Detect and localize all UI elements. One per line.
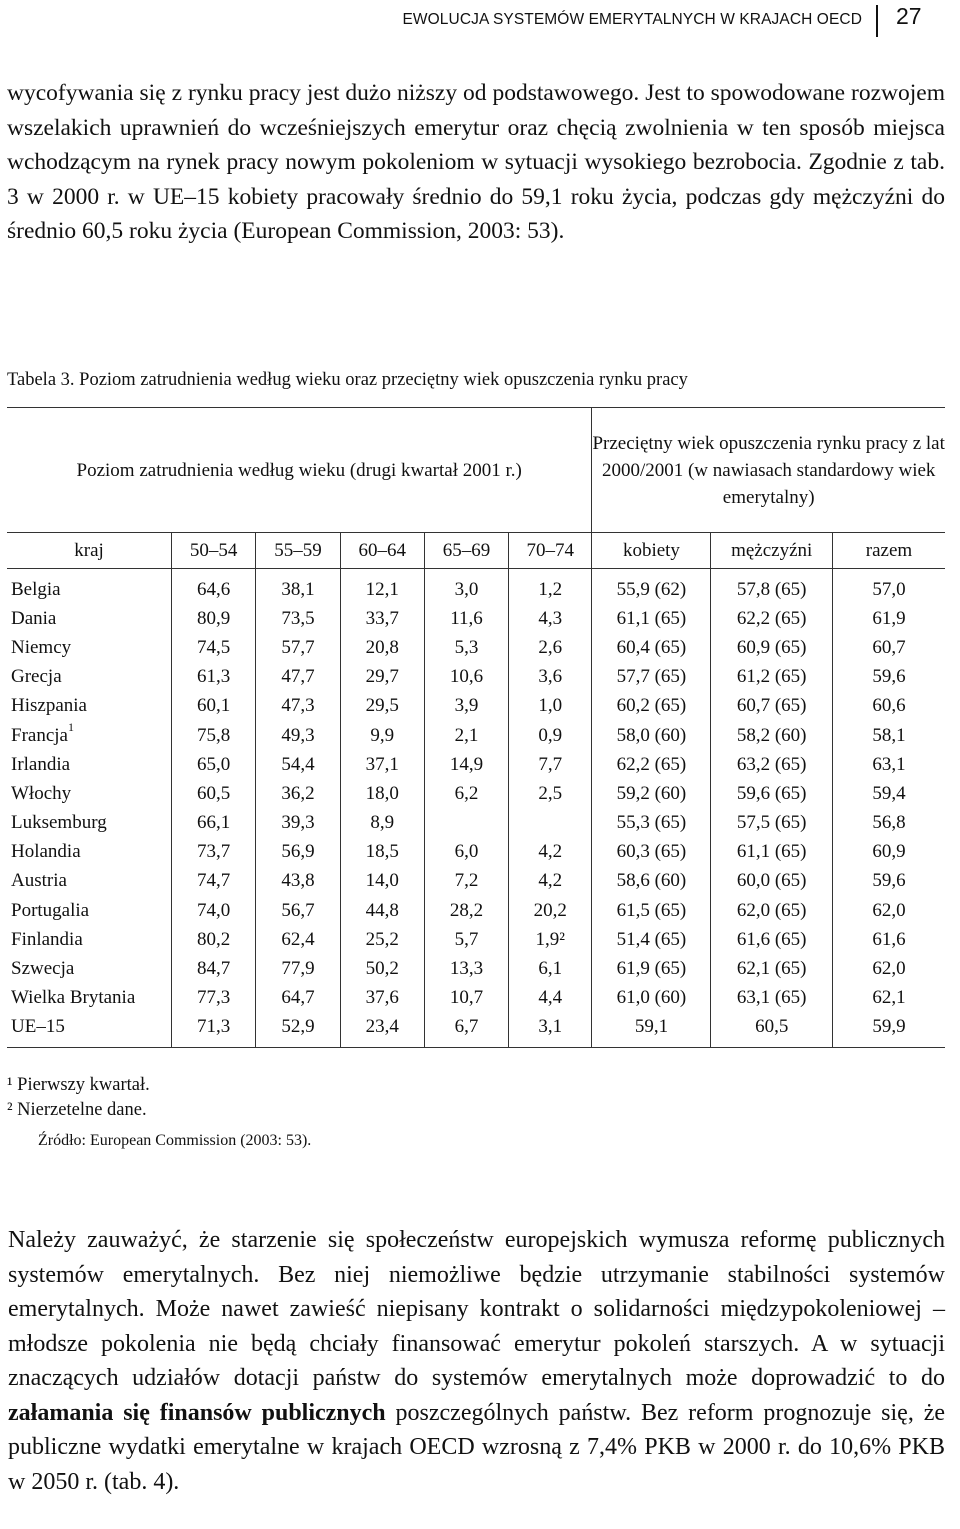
country-cell: Holandia bbox=[7, 838, 172, 867]
value-cell: 80,2 bbox=[172, 925, 256, 954]
column-header: kobiety bbox=[592, 533, 711, 569]
value-cell: 0,9 bbox=[509, 721, 592, 750]
value-cell: 6,0 bbox=[424, 838, 508, 867]
value-cell: 23,4 bbox=[340, 1013, 424, 1048]
value-cell: 64,7 bbox=[256, 984, 340, 1013]
value-cell: 20,2 bbox=[509, 896, 592, 925]
value-cell: 36,2 bbox=[256, 779, 340, 808]
value-cell: 62,1 (65) bbox=[711, 954, 832, 983]
value-cell: 4,2 bbox=[509, 838, 592, 867]
paragraph-bottom-bold-run: załamania się finansów publicznych bbox=[8, 1399, 386, 1426]
value-cell: 60,4 (65) bbox=[592, 633, 711, 662]
value-cell: 57,5 (65) bbox=[711, 809, 832, 838]
running-title: EWOLUCJA SYSTEMÓW EMERYTALNYCH W KRAJACH OECD bbox=[402, 11, 862, 28]
table-row bbox=[7, 750, 945, 779]
paragraph-bottom-run: poszczególnych państw. Bez reform prognozuje się, że publiczne wydatki emerytalne w krajach OECD wzrosną z 7,4% PKB w 2000 r. do 10,6% PKB w 2050 r. (tab. 4). bbox=[8, 1399, 946, 1495]
value-cell: 74,5 bbox=[172, 633, 256, 662]
value-cell: 55,3 (65) bbox=[592, 809, 711, 838]
value-cell: 54,4 bbox=[256, 750, 340, 779]
table-row bbox=[7, 633, 945, 662]
value-cell: 3,1 bbox=[509, 1013, 592, 1048]
value-cell: 1,2 bbox=[509, 569, 592, 605]
value-cell: 47,3 bbox=[256, 692, 340, 721]
value-cell: 77,3 bbox=[172, 984, 256, 1013]
value-cell: 60,7 bbox=[872, 636, 906, 658]
value-cell: 9,9 bbox=[340, 721, 424, 750]
value-cell: 20,8 bbox=[340, 633, 424, 662]
value-cell: 28,2 bbox=[424, 896, 508, 925]
value-cell: 57,0 bbox=[872, 578, 906, 600]
running-header bbox=[0, 0, 960, 50]
value-cell: 33,7 bbox=[340, 604, 424, 633]
value-cell: 10,7 bbox=[424, 984, 508, 1013]
value-cell: 57,8 (65) bbox=[711, 569, 832, 605]
value-cell: 57,7 (65) bbox=[592, 663, 711, 692]
value-cell: 14,9 bbox=[424, 750, 508, 779]
table-row bbox=[7, 779, 945, 808]
country-cell: Luksemburg bbox=[7, 809, 172, 838]
value-cell: 61,9 (65) bbox=[592, 954, 711, 983]
employment-table bbox=[7, 407, 945, 1048]
value-cell: 59,1 bbox=[592, 1013, 711, 1048]
value-cell: 60,9 (65) bbox=[711, 633, 832, 662]
table-footnotes bbox=[7, 1073, 150, 1123]
value-cell: 62,1 bbox=[872, 987, 906, 1009]
value-cell: 63,1 bbox=[872, 753, 906, 775]
footnote: ¹ Pierwszy kwartał. bbox=[7, 1075, 150, 1095]
paragraph-top bbox=[7, 76, 945, 249]
value-cell: 56,9 bbox=[256, 838, 340, 867]
table-row bbox=[7, 867, 945, 896]
column-header: 65–69 bbox=[424, 533, 508, 569]
value-cell: 60,5 bbox=[172, 779, 256, 808]
country-cell: Hiszpania bbox=[7, 692, 172, 721]
value-cell: 51,4 (65) bbox=[592, 925, 711, 954]
value-cell: 6,7 bbox=[424, 1013, 508, 1048]
value-cell: 59,2 (60) bbox=[592, 779, 711, 808]
value-cell: 62,4 bbox=[256, 925, 340, 954]
paragraph-top-run: wycofywania się z rynku pracy jest dużo niższy od podstawowego. Jest to spowodowane rozwojem wszelakich uprawnień do wcześniejszych emerytur oraz chęcią zwolnienia w ten sposób miejsca wchodzącym na rynek pracy nowym pokoleniom w sytuacji wysokiego bezrobocia. Zgodnie z tab. 3 w 2000 r. w UE–15 kobiety pracowały średnio do 59,1 roku życia, podczas gdy mężczyźni do średnio 60,5 roku życia (European Commission, 2003: 53). bbox=[7, 80, 945, 244]
value-cell: 5,7 bbox=[424, 925, 508, 954]
value-cell: 49,3 bbox=[256, 721, 340, 750]
table-row bbox=[7, 1013, 945, 1048]
value-cell: 1,0 bbox=[509, 692, 592, 721]
table-row bbox=[7, 954, 945, 983]
value-cell: 62,2 (65) bbox=[592, 750, 711, 779]
country-cell: Grecja bbox=[7, 663, 172, 692]
value-cell: 74,0 bbox=[172, 896, 256, 925]
page-number: 27 bbox=[896, 3, 922, 29]
table-source: Źródło: European Commission (2003: 53). bbox=[38, 1132, 312, 1149]
value-cell: 60,2 (65) bbox=[592, 692, 711, 721]
value-cell bbox=[509, 809, 592, 838]
table-row bbox=[7, 838, 945, 867]
value-cell: 59,6 bbox=[872, 666, 906, 688]
value-cell: 66,1 bbox=[172, 809, 256, 838]
value-cell: 50,2 bbox=[340, 954, 424, 983]
value-cell: 61,6 bbox=[872, 928, 906, 950]
value-cell: 47,7 bbox=[256, 663, 340, 692]
value-cell: 59,6 bbox=[872, 870, 906, 892]
country-cell: Belgia bbox=[7, 569, 172, 605]
table-row bbox=[7, 663, 945, 692]
table-column-header-row bbox=[7, 533, 945, 569]
value-cell: 12,1 bbox=[340, 569, 424, 605]
country-cell: Francja$^1$ bbox=[7, 721, 172, 750]
value-cell: 56,7 bbox=[256, 896, 340, 925]
table-row bbox=[7, 721, 945, 750]
group-header-exit-age: Przeciętny wiek opuszczenia rynku pracy z lat 2000/2001 (w nawiasach standardowy wiek emerytalny) bbox=[592, 408, 945, 533]
value-cell: 7,2 bbox=[424, 867, 508, 896]
value-cell: 8,9 bbox=[340, 809, 424, 838]
value-cell: 3,9 bbox=[424, 692, 508, 721]
value-cell: 43,8 bbox=[256, 867, 340, 896]
country-cell: Włochy bbox=[7, 779, 172, 808]
value-cell: 58,6 (60) bbox=[592, 867, 711, 896]
value-cell: 62,0 bbox=[872, 958, 906, 980]
value-cell: 62,0 (65) bbox=[711, 896, 832, 925]
value-cell: 18,0 bbox=[340, 779, 424, 808]
value-cell: 60,6 bbox=[872, 695, 906, 717]
value-cell: 57,7 bbox=[256, 633, 340, 662]
column-header: 50–54 bbox=[172, 533, 256, 569]
country-cell: Finlandia bbox=[7, 925, 172, 954]
header-divider bbox=[876, 5, 878, 37]
value-cell: 62,2 (65) bbox=[711, 604, 832, 633]
country-cell: Niemcy bbox=[7, 633, 172, 662]
value-cell: 80,9 bbox=[172, 604, 256, 633]
value-cell: 61,6 (65) bbox=[711, 925, 832, 954]
value-cell: 56,8 bbox=[872, 812, 906, 834]
value-cell: 1,9² bbox=[509, 925, 592, 954]
country-cell: Irlandia bbox=[7, 750, 172, 779]
value-cell: 73,7 bbox=[172, 838, 256, 867]
value-cell: 58,2 (60) bbox=[711, 721, 832, 750]
value-cell: 84,7 bbox=[172, 954, 256, 983]
value-cell: 39,3 bbox=[256, 809, 340, 838]
country-cell: UE–15 bbox=[7, 1013, 172, 1048]
value-cell: 59,9 bbox=[832, 1013, 945, 1048]
table-row bbox=[7, 925, 945, 954]
table-row bbox=[7, 569, 945, 605]
value-cell: 60,3 (65) bbox=[592, 838, 711, 867]
footnote: ² Nierzetelne dane. bbox=[7, 1100, 147, 1120]
value-cell: 63,2 (65) bbox=[711, 750, 832, 779]
value-cell: 4,4 bbox=[509, 984, 592, 1013]
column-header: 60–64 bbox=[340, 533, 424, 569]
value-cell: 60,9 bbox=[872, 841, 906, 863]
value-cell: 74,7 bbox=[172, 867, 256, 896]
value-cell: 61,1 (65) bbox=[592, 604, 711, 633]
value-cell: 38,1 bbox=[256, 569, 340, 605]
value-cell: 44,8 bbox=[340, 896, 424, 925]
value-cell: 60,7 (65) bbox=[711, 692, 832, 721]
value-cell: 61,5 (65) bbox=[592, 896, 711, 925]
value-cell: 7,7 bbox=[509, 750, 592, 779]
value-cell: 60,1 bbox=[172, 692, 256, 721]
value-cell: 6,2 bbox=[424, 779, 508, 808]
value-cell: 60,5 bbox=[711, 1013, 832, 1048]
value-cell: 29,7 bbox=[340, 663, 424, 692]
country-cell: Wielka Brytania bbox=[7, 984, 172, 1013]
value-cell: 25,2 bbox=[340, 925, 424, 954]
value-cell: 71,3 bbox=[172, 1013, 256, 1048]
value-cell: 3,6 bbox=[509, 663, 592, 692]
country-cell: Dania bbox=[7, 604, 172, 633]
value-cell: 4,3 bbox=[509, 604, 592, 633]
value-cell: 61,3 bbox=[172, 663, 256, 692]
value-cell: 63,1 (65) bbox=[711, 984, 832, 1013]
value-cell: 4,2 bbox=[509, 867, 592, 896]
value-cell: 52,9 bbox=[256, 1013, 340, 1048]
table-row bbox=[7, 809, 945, 838]
value-cell: 5,3 bbox=[424, 633, 508, 662]
column-header: kraj bbox=[7, 533, 172, 569]
column-header: razem bbox=[832, 533, 945, 569]
value-cell: 14,0 bbox=[340, 867, 424, 896]
value-cell: 2,6 bbox=[509, 633, 592, 662]
value-cell: 13,3 bbox=[424, 954, 508, 983]
value-cell: 61,1 (65) bbox=[711, 838, 832, 867]
value-cell: 59,6 (65) bbox=[711, 779, 832, 808]
value-cell: 55,9 (62) bbox=[592, 569, 711, 605]
group-header-employment: Poziom zatrudnienia według wieku (drugi kwartał 2001 r.) bbox=[7, 408, 592, 533]
value-cell: 61,2 (65) bbox=[711, 663, 832, 692]
paragraph-bottom bbox=[8, 1223, 945, 1499]
table-caption: Tabela 3. Poziom zatrudnienia według wieku oraz przeciętny wiek opuszczenia rynku pracy bbox=[7, 370, 688, 390]
value-cell: 60,0 (65) bbox=[711, 867, 832, 896]
table-row bbox=[7, 692, 945, 721]
country-cell: Austria bbox=[7, 867, 172, 896]
value-cell: 73,5 bbox=[256, 604, 340, 633]
value-cell: 58,0 (60) bbox=[592, 721, 711, 750]
value-cell: 61,0 (60) bbox=[592, 984, 711, 1013]
value-cell: 77,9 bbox=[256, 954, 340, 983]
column-header: 55–59 bbox=[256, 533, 340, 569]
value-cell: 65,0 bbox=[172, 750, 256, 779]
value-cell: 37,6 bbox=[340, 984, 424, 1013]
value-cell: 29,5 bbox=[340, 692, 424, 721]
table-row bbox=[7, 984, 945, 1013]
value-cell: 3,0 bbox=[424, 569, 508, 605]
value-cell: 11,6 bbox=[424, 604, 508, 633]
table-group-header-row bbox=[7, 408, 945, 533]
value-cell: 6,1 bbox=[509, 954, 592, 983]
country-cell: Szwecja bbox=[7, 954, 172, 983]
column-header: 70–74 bbox=[509, 533, 592, 569]
table-row bbox=[7, 604, 945, 633]
value-cell: 59,4 bbox=[872, 782, 906, 804]
paragraph-bottom-run: Należy zauważyć, że starzenie się społeczeństw europejskich wymusza reformę publicznych systemów emerytalnych. Bez niej niemożliwe będzie utrzymanie stabilności systemów emerytalnych. Może nawet zawieść niepisany kontrakt o solidarności międzypokoleniowej – młodsze pokolenia nie będą chciały finansować emerytur pokoleń starszych. A w sytuacji znaczących udziałów dotacji państw do systemów emerytalnych może doprowadzić to do bbox=[8, 1227, 945, 1391]
value-cell: 58,1 bbox=[872, 724, 906, 746]
value-cell: 2,5 bbox=[509, 779, 592, 808]
value-cell: 64,6 bbox=[172, 569, 256, 605]
value-cell: 37,1 bbox=[340, 750, 424, 779]
value-cell: 62,0 bbox=[872, 899, 906, 921]
value-cell: 18,5 bbox=[340, 838, 424, 867]
country-cell: Portugalia bbox=[7, 896, 172, 925]
value-cell: 2,1 bbox=[424, 721, 508, 750]
column-header: mężczyźni bbox=[711, 533, 832, 569]
value-cell: 10,6 bbox=[424, 663, 508, 692]
value-cell bbox=[424, 809, 508, 838]
table-row bbox=[7, 896, 945, 925]
value-cell: 75,8 bbox=[172, 721, 256, 750]
value-cell: 61,9 bbox=[872, 607, 906, 629]
